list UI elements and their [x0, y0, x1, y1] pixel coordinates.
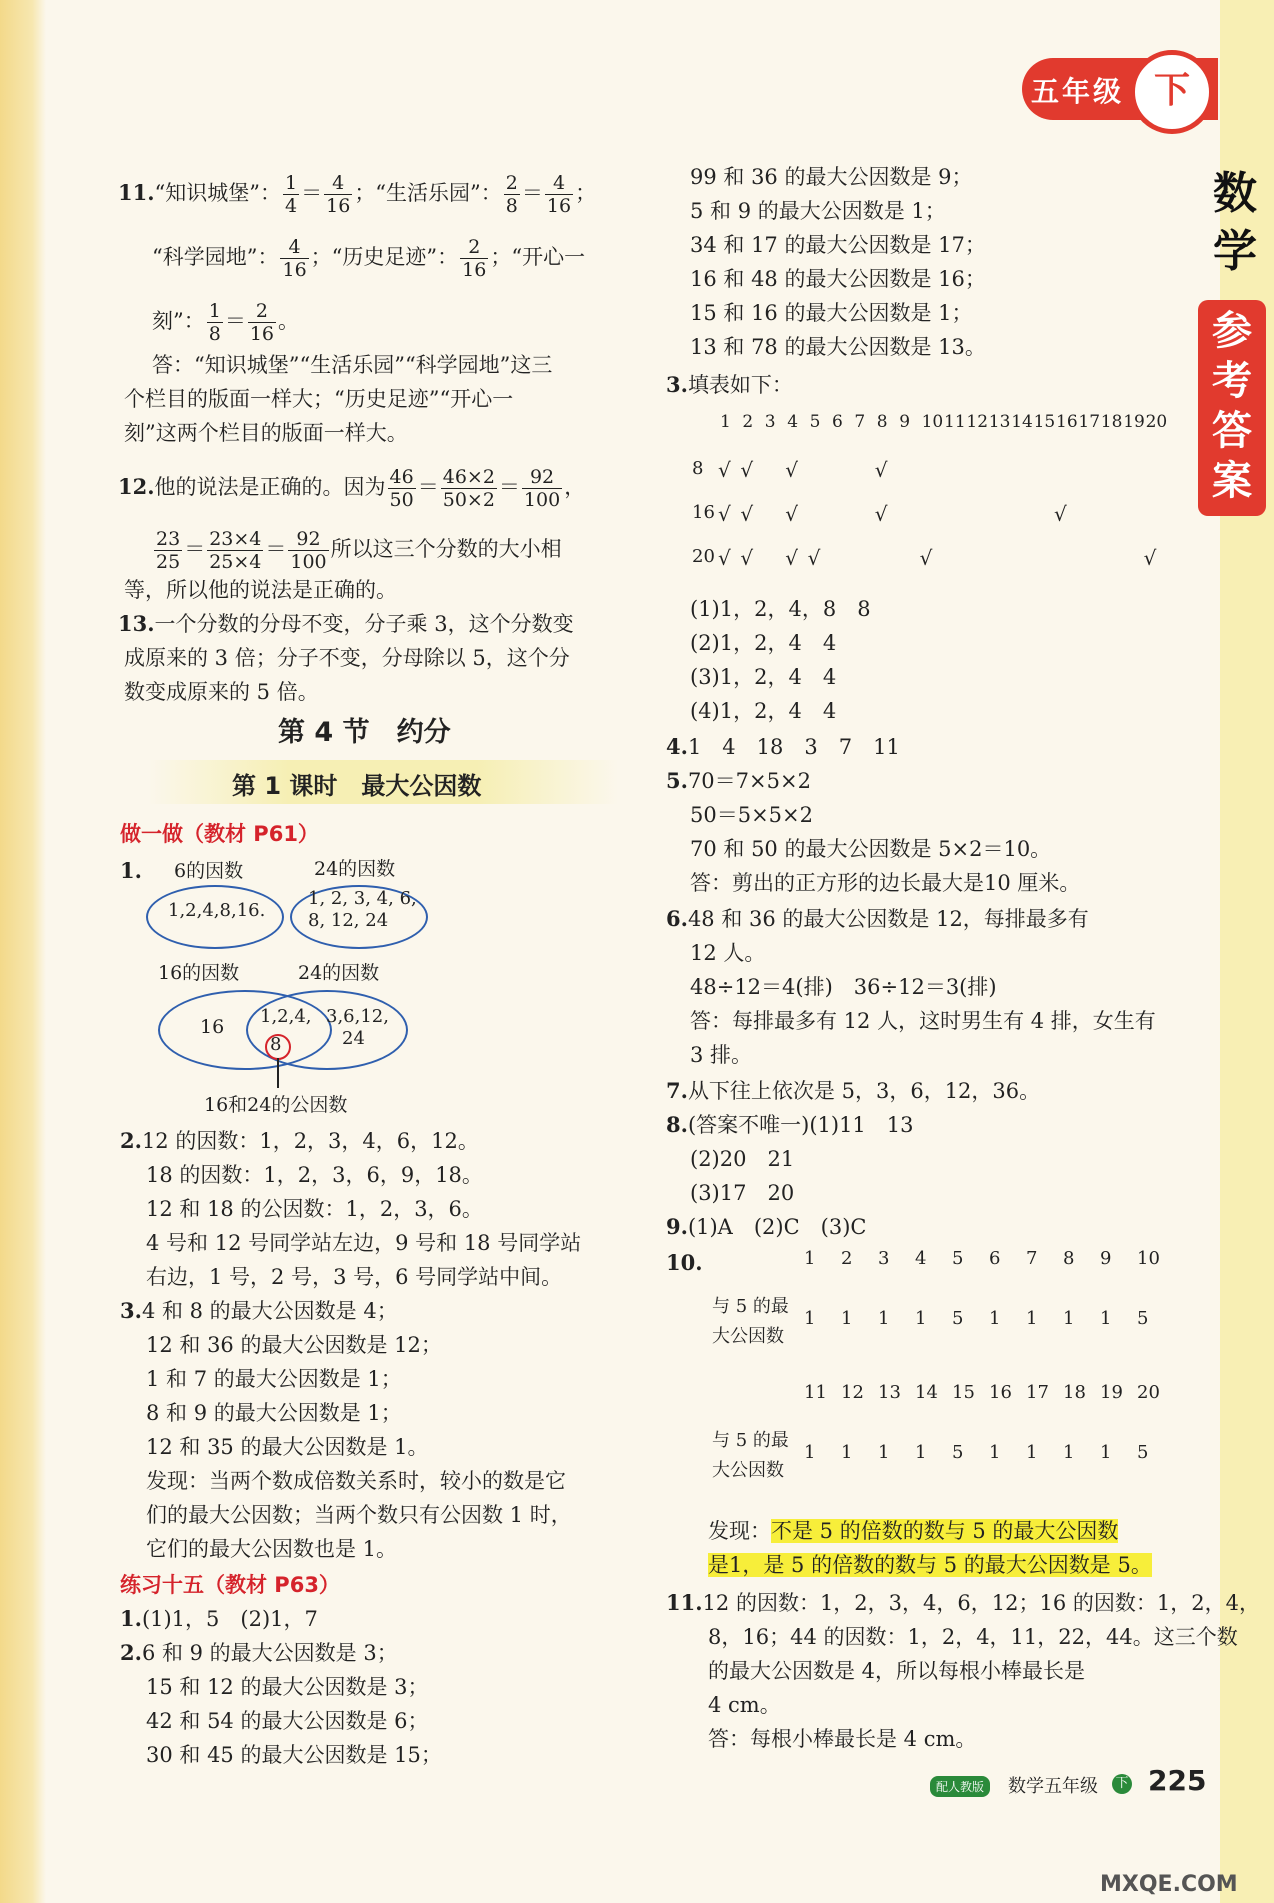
check-mark: √: [874, 502, 888, 526]
q3-line8: 它们的最大公因数也是 1。: [146, 1537, 398, 1561]
table-header-19: 19: [1123, 412, 1145, 432]
q11-answer-2: 个栏目的版面一样大；“历史足迹”“开心一: [124, 387, 514, 411]
r-q6-line3: 48÷12＝4(排) 36÷12＝3(排): [690, 975, 997, 999]
gcf-header-11: 11: [804, 1382, 827, 1403]
r-q8-line1: 8.(答案不唯一)(1)11 13: [666, 1112, 914, 1137]
venn2-caption: 16和24的公因数: [204, 1094, 348, 1116]
table-header-15: 15: [1033, 412, 1056, 432]
gcf-value: 1: [804, 1442, 816, 1463]
p1-line: 1.(1)1，5 (2)1，7: [120, 1606, 318, 1631]
venn2-only-16: 16: [200, 1016, 225, 1038]
r-q10-find1: 发现：不是 5 的倍数的数与 5 的最大公因数: [708, 1519, 1119, 1543]
venn1-label-6: 6的因数: [174, 860, 244, 882]
table-header-17: 17: [1078, 412, 1101, 432]
section-title: 第 4 节 约分: [278, 717, 451, 748]
table-row-label-20: 20: [692, 546, 715, 567]
q3-line5: 12 和 35 的最大公因数是 1。: [146, 1435, 429, 1459]
zuo-heading: 做一做（教材 P61）: [120, 822, 319, 846]
caption-arrow: [277, 1058, 279, 1088]
gcf-value: 1: [989, 1308, 1001, 1329]
r-q5-line2: 50＝5×5×2: [690, 803, 813, 827]
r-q7: 7.从下往上依次是 5，3，6，12，36。: [666, 1078, 1041, 1103]
q2-line1: 2.12 的因数：1，2，3，4，6，12。: [120, 1128, 479, 1153]
r-q11-line2: 8，16；44 的因数：1，2，4，11，22，44。这三个数: [708, 1625, 1238, 1649]
r-q11-line4: 4 cm。: [708, 1693, 781, 1717]
q3-line1: 3.4 和 8 的最大公因数是 4；: [120, 1298, 398, 1323]
venn1-factors-24a: 1, 2, 3, 4, 6,: [308, 888, 417, 909]
q3-line4: 8 和 9 的最大公因数是 1；: [146, 1401, 402, 1425]
q2-line3: 12 和 18 的公因数：1，2，3，6。: [146, 1197, 483, 1221]
cont-line2: 5 和 9 的最大公因数是 1；: [690, 199, 946, 223]
q13-line1: 13.一个分数的分母不变，分子乘 3，这个分数变: [118, 611, 574, 636]
q13-line3: 数变成原来的 5 倍。: [124, 680, 319, 704]
gcf-row-label: 与 5 的最: [712, 1430, 789, 1451]
r-q3-ans3: (3)1，2，4 4: [690, 665, 837, 689]
gcf-header-1: 1: [804, 1248, 816, 1269]
gcf-header-9: 9: [1100, 1248, 1112, 1269]
gcf-header-18: 18: [1063, 1382, 1086, 1403]
r-q5-line3: 70 和 50 的最大公因数是 5×2＝10。: [690, 837, 1052, 861]
gcf-value: 1: [1026, 1308, 1038, 1329]
r-q9: 9.(1)A (2)C (3)C: [666, 1214, 867, 1239]
r-q5-line4: 答：剪出的正方形的边长最大是10 厘米。: [690, 871, 1081, 895]
gcf-header-2: 2: [841, 1248, 853, 1269]
check-mark: √: [740, 502, 754, 526]
gcf-value: 5: [1137, 1442, 1149, 1463]
q12-line2: $\frac{23}{25}$ ＝ $\frac{23\times 4}{25\times 4}$ ＝ $\frac{92}{100}$ 所以这三个分数的大小相: [156, 528, 562, 573]
gcf-value: 1: [1063, 1442, 1075, 1463]
q11-line1: 11.“知识城堡”： $\frac{1}{4}$ ＝ $\frac{4}{16}$ ；“生活乐园”： $\frac{2}{8}$ ＝ $\frac{4}{16}$ ；: [118, 172, 597, 217]
gcf-value: 1: [841, 1308, 853, 1329]
venn2-label-16: 16的因数: [158, 962, 240, 984]
gcf-value: 1: [1026, 1442, 1038, 1463]
cont-line4: 16 和 48 的最大公因数是 16；: [690, 267, 986, 291]
p2-line1: 2.6 和 9 的最大公因数是 3；: [120, 1640, 398, 1665]
gcf-header-20: 20: [1137, 1382, 1160, 1403]
table-header-14: 14: [1011, 412, 1033, 432]
r-q6-line2: 12 人。: [690, 941, 766, 965]
watermark: MXQE.COM: [1100, 1872, 1238, 1897]
r-q11-line3: 的最大公因数是 4，所以每根小棒最长是: [708, 1659, 1086, 1683]
q11-line2: “科学园地”： $\frac{4}{16}$ ；“历史足迹”： $\frac{2}{16}$ ；“开心一: [152, 236, 586, 281]
gcf-header-5: 5: [952, 1248, 964, 1269]
r-q10-number: 10.: [666, 1250, 703, 1275]
gcf-header-14: 14: [915, 1382, 938, 1403]
check-mark: √: [807, 546, 821, 570]
table-header-5: 5: [809, 412, 821, 432]
table-header-10: 10: [921, 412, 944, 432]
table-header-9: 9: [899, 412, 911, 432]
gcf-value: 1: [878, 1308, 890, 1329]
r-q3-ans4: (4)1，2，4 4: [690, 699, 837, 723]
venn2-common: 1,2,4,: [260, 1006, 312, 1027]
gcf-row-label: 大公因数: [712, 1326, 784, 1347]
gcf-value: 5: [952, 1442, 964, 1463]
r-q8-line3: (3)17 20: [690, 1181, 795, 1205]
table-header-11: 11: [944, 412, 966, 432]
r-q11-line5: 答：每根小棒最长是 4 cm。: [708, 1727, 977, 1751]
gcf-with-5-table: [700, 1248, 1200, 1488]
page-edge-left: [0, 0, 46, 1903]
lesson-title: 第 1 课时 最大公因数: [232, 772, 482, 800]
gcf-row-label: 与 5 的最: [712, 1296, 789, 1317]
gcf-value: 1: [989, 1442, 1001, 1463]
footer-book: 数学五年级: [1008, 1776, 1098, 1797]
r-q3-ans2: (2)1，2，4 4: [690, 631, 837, 655]
check-mark: √: [1143, 546, 1157, 570]
check-mark: √: [785, 502, 798, 526]
q2-line5: 右边，1 号，2 号，3 号，6 号同学站中间。: [146, 1265, 563, 1289]
r-q3-ans1: (1)1，2，4，8 8: [690, 597, 871, 621]
q2-line4: 4 号和 12 号同学站左边，9 号和 18 号同学站: [146, 1231, 582, 1255]
check-mark: √: [718, 458, 731, 482]
q3-line7: 们的最大公因数；当两个数只有公因数 1 时，: [146, 1503, 572, 1527]
venn1-factors-6: 1,2,4,8,16.: [168, 900, 266, 921]
table-header-18: 18: [1100, 412, 1123, 432]
table-header-13: 13: [988, 412, 1011, 432]
check-mark: √: [718, 546, 731, 570]
cont-line5: 15 和 16 的最大公因数是 1；: [690, 301, 973, 325]
volume-badge: 下: [1130, 50, 1214, 134]
page-number: 225: [1148, 1764, 1207, 1797]
gcf-header-13: 13: [878, 1382, 901, 1403]
q11-answer-3: 刻”这两个栏目的版面一样大。: [124, 421, 408, 445]
cont-line6: 13 和 78 的最大公因数是 13。: [690, 335, 986, 359]
venn2-only-24a: 3,6,12,: [326, 1006, 389, 1027]
r-q6-line5: 3 排。: [690, 1043, 753, 1067]
table-header-2: 2: [742, 412, 754, 432]
gcf-value: 1: [915, 1442, 927, 1463]
venn1-number: 1.: [120, 858, 142, 883]
table-row-label-16: 16: [692, 502, 715, 523]
table-header-12: 12: [966, 412, 989, 432]
gcf-value: 1: [915, 1308, 927, 1329]
gcf-value: 5: [1137, 1308, 1149, 1329]
subject-label: 数学: [1213, 168, 1257, 277]
gcf-value: 1: [1100, 1308, 1112, 1329]
table-header-3: 3: [764, 412, 776, 432]
table-header-6: 6: [832, 412, 843, 432]
gcf-header-19: 19: [1100, 1382, 1123, 1403]
gcf-header-17: 17: [1026, 1382, 1049, 1403]
footer-volume-badge: 下: [1112, 1774, 1132, 1794]
check-mark: √: [1054, 502, 1067, 526]
r-q3-title: 3.填表如下：: [666, 372, 793, 397]
gcf-header-6: 6: [989, 1248, 1001, 1269]
answer-tab: 参考答案: [1198, 300, 1266, 516]
table-row-label-8: 8: [692, 458, 704, 479]
grade-label: 五年级: [1030, 75, 1124, 108]
venn2-label-24: 24的因数: [298, 962, 380, 984]
lian-heading: 练习十五（教材 P63）: [120, 1573, 340, 1597]
gcf-header-8: 8: [1063, 1248, 1075, 1269]
r-q6-line1: 6.48 和 36 的最大公因数是 12，每排最多有: [666, 906, 1089, 931]
gcf-value: 1: [841, 1442, 853, 1463]
gcf-header-12: 12: [841, 1382, 864, 1403]
check-mark: √: [919, 546, 933, 570]
r-q5-line1: 5.70＝7×5×2: [666, 768, 811, 793]
gcf-header-3: 3: [878, 1248, 890, 1269]
q12-line1: 12.他的说法是正确的。因为 $\frac{46}{50}$ ＝ $\frac{46\times 2}{50\times 2}$ ＝ $\frac{92}{100}$ ，: [118, 466, 586, 511]
r-q10-find2: 是1，是 5 的倍数的数与 5 的最大公因数是 5。: [708, 1553, 1152, 1577]
gcf-header-16: 16: [989, 1382, 1012, 1403]
venn2-only-24b: 24: [342, 1028, 365, 1049]
table-header-16: 16: [1056, 412, 1078, 432]
r-q4: 4.1 4 18 3 7 11: [666, 734, 900, 759]
r-q8-line2: (2)20 21: [690, 1147, 795, 1171]
gcf-header-10: 10: [1137, 1248, 1160, 1269]
check-mark: √: [740, 458, 754, 482]
q11-answer-1: 答：“知识城堡”“生活乐园”“科学园地”这三: [152, 353, 553, 377]
p2-line2: 15 和 12 的最大公因数是 3；: [146, 1675, 429, 1699]
p2-line3: 42 和 54 的最大公因数是 6；: [146, 1709, 429, 1733]
edition-badge: 配人教版: [930, 1776, 990, 1797]
gcf-value: 5: [952, 1308, 964, 1329]
q11-line3: 刻”： $\frac{1}{8}$ ＝ $\frac{2}{16}$ 。: [152, 300, 300, 345]
q3-line2: 12 和 36 的最大公因数是 12；: [146, 1333, 442, 1357]
gcf-value: 1: [1100, 1442, 1112, 1463]
gcf-value: 1: [1063, 1308, 1075, 1329]
r-q11-line1: 11.12 的因数：1，2，3，4，6，12；16 的因数：1，2，4，: [666, 1590, 1260, 1615]
check-mark: √: [874, 458, 888, 482]
gcf-header-4: 4: [915, 1248, 927, 1269]
table-header-1: 1: [720, 412, 731, 432]
venn1-label-24: 24的因数: [314, 858, 396, 880]
q12-line3: 等，所以他的说法是正确的。: [124, 578, 397, 602]
check-mark: √: [718, 502, 731, 526]
r-q6-line4: 答：每排最多有 12 人，这时男生有 4 排，女生有: [690, 1009, 1156, 1033]
venn2-common-gcf: 8: [270, 1034, 282, 1055]
q3-line3: 1 和 7 的最大公因数是 1；: [146, 1367, 402, 1391]
check-mark: √: [740, 546, 754, 570]
table-header-8: 8: [876, 412, 888, 432]
p2-line4: 30 和 45 的最大公因数是 15；: [146, 1743, 442, 1767]
q2-line2: 18 的因数：1，2，3，6，9，18。: [146, 1163, 483, 1187]
check-mark: √: [785, 546, 798, 570]
table-header-4: 4: [787, 412, 799, 432]
factor-check-table: [692, 412, 1182, 592]
cont-line1: 99 和 36 的最大公因数是 9；: [690, 165, 973, 189]
gcf-header-15: 15: [952, 1382, 975, 1403]
gcf-value: 1: [878, 1442, 890, 1463]
q3-line6: 发现：当两个数成倍数关系时，较小的数是它: [146, 1469, 566, 1493]
gcf-header-7: 7: [1026, 1248, 1038, 1269]
table-header-20: 20: [1145, 412, 1168, 432]
gcf-value: 1: [804, 1308, 816, 1329]
q13-line2: 成原来的 3 倍；分子不变，分母除以 5，这个分: [124, 646, 570, 670]
gcf-row-label: 大公因数: [712, 1460, 784, 1481]
venn1-factors-24b: 8, 12, 24: [308, 910, 389, 931]
check-mark: √: [785, 458, 798, 482]
table-header-7: 7: [854, 412, 866, 432]
cont-line3: 34 和 17 的最大公因数是 17；: [690, 233, 986, 257]
